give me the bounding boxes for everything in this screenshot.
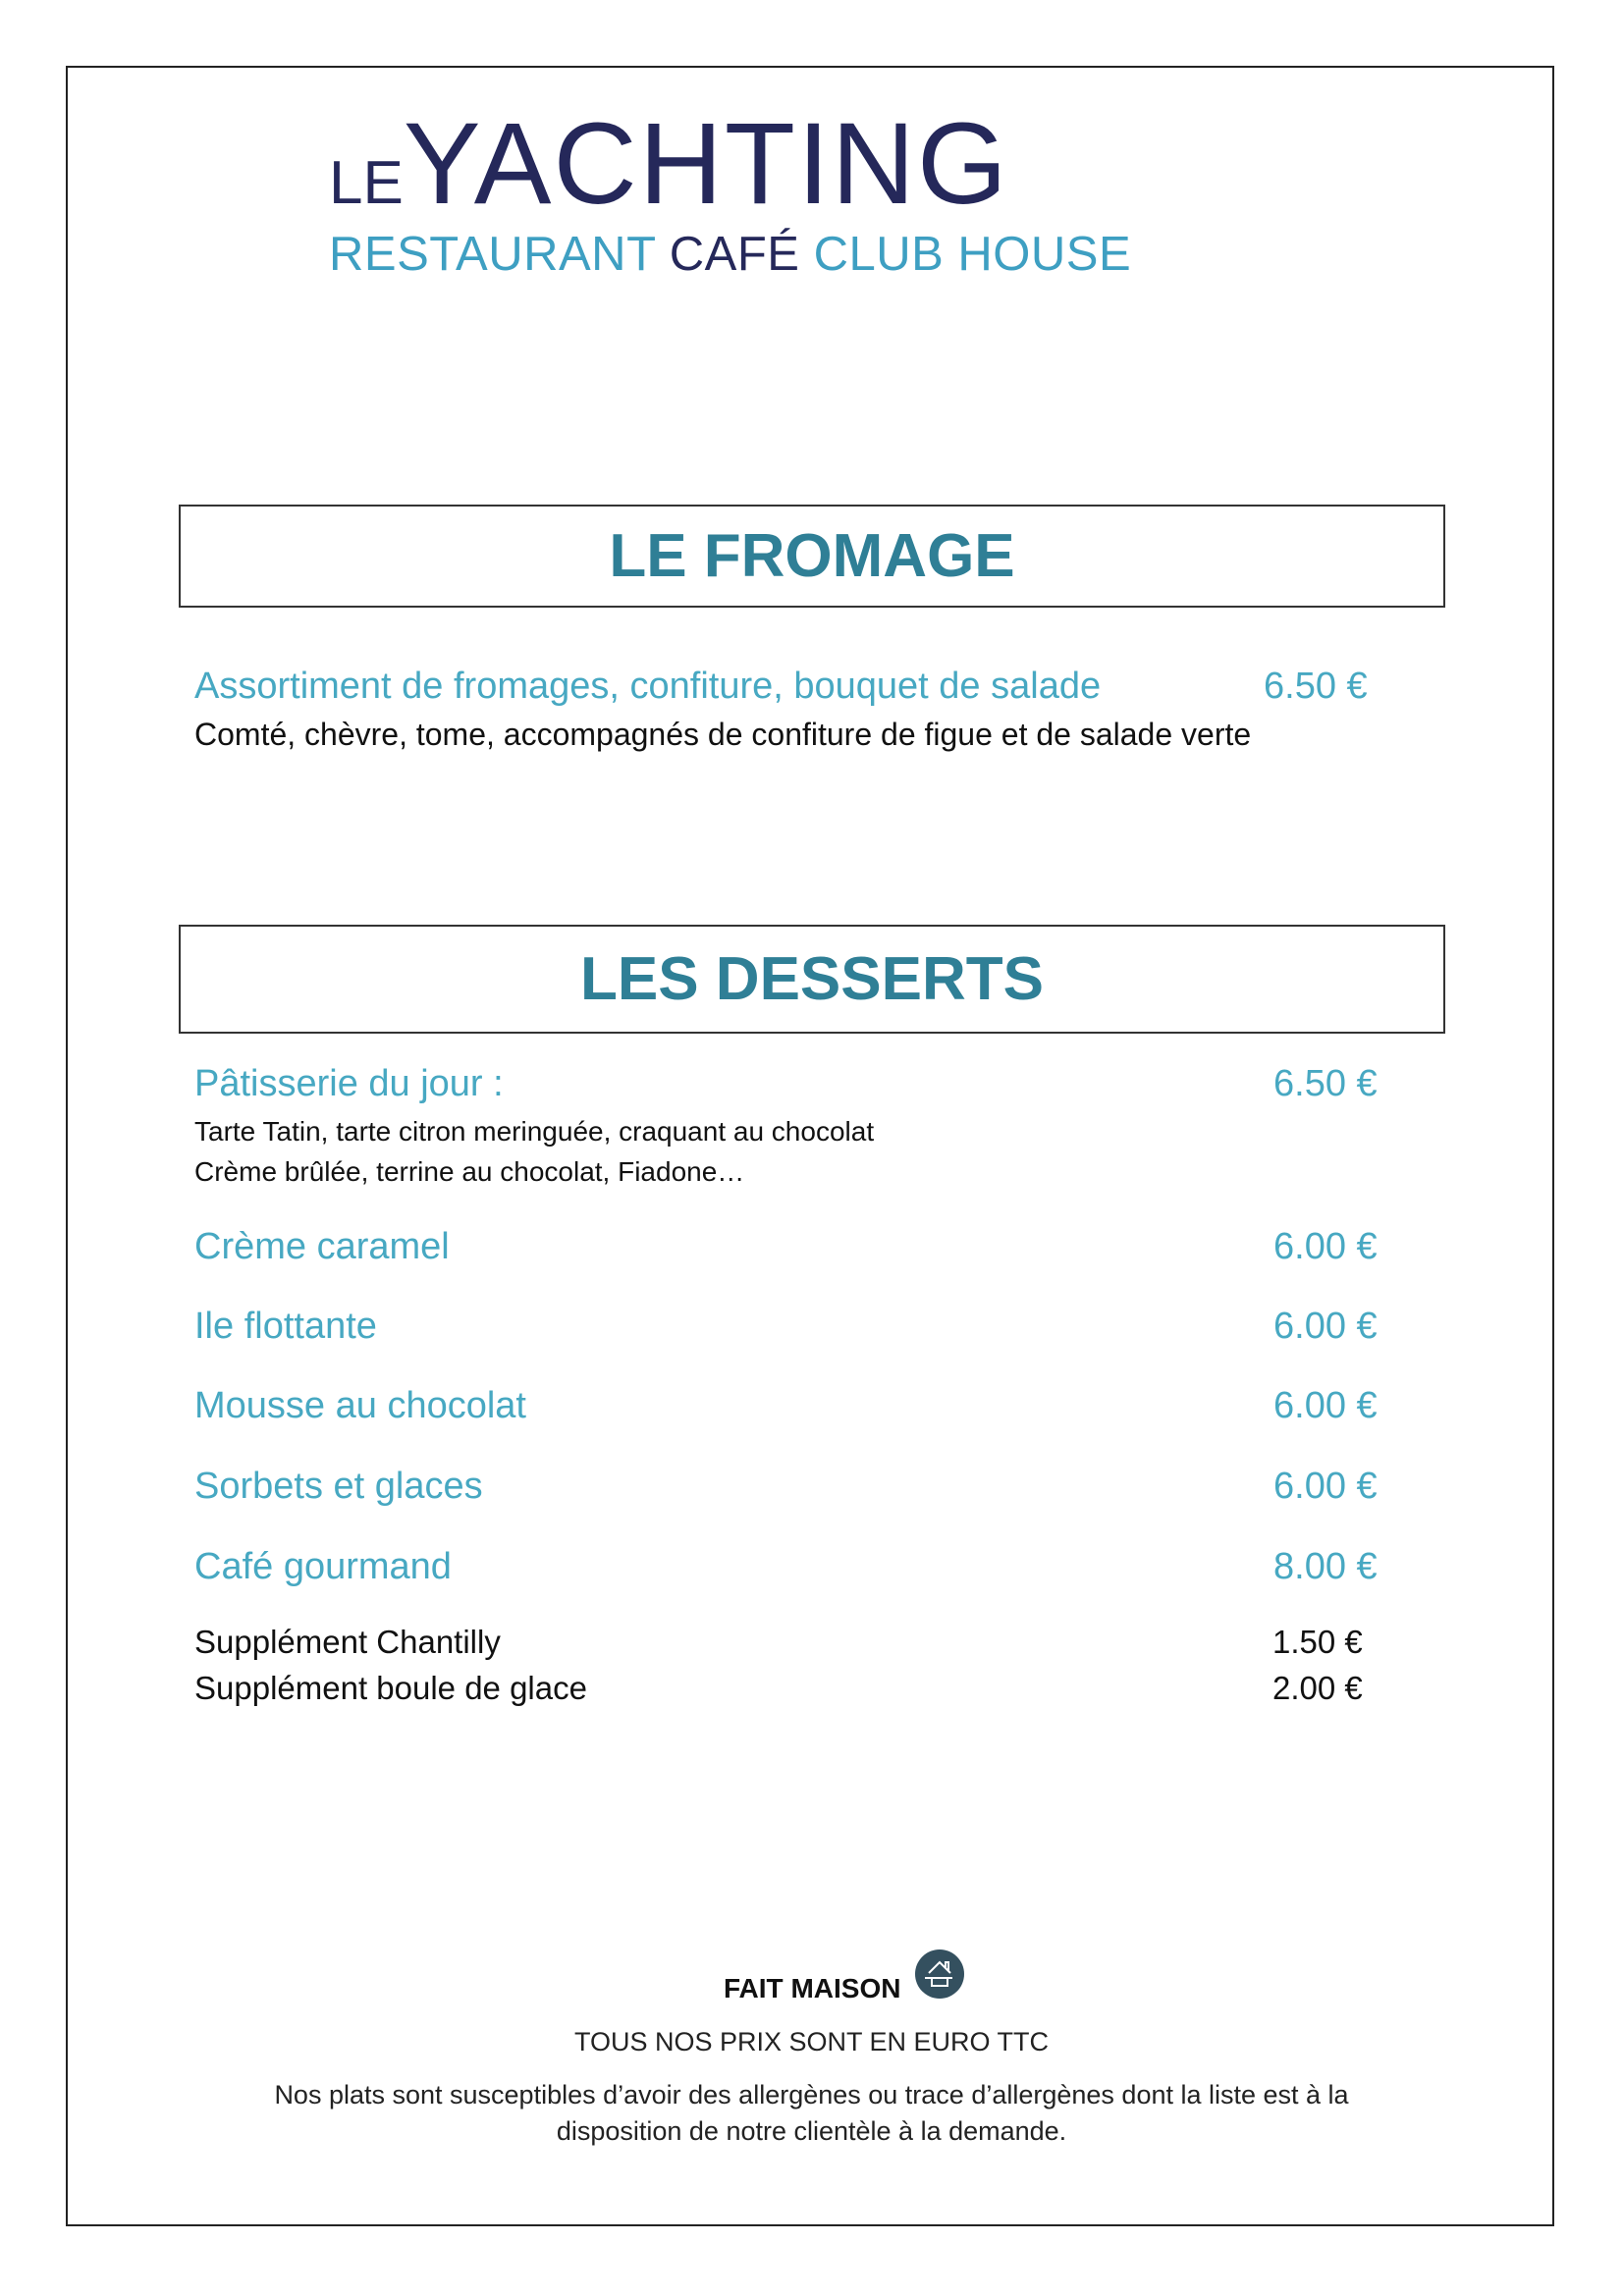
menu-item-price: 6.00 € xyxy=(1273,1466,1378,1507)
menu-item-description: Crème brûlée, terrine au chocolat, Fiadone… xyxy=(194,1156,745,1187)
menu-item-name: Mousse au chocolat xyxy=(194,1385,526,1426)
logo-title: LEYACHTING xyxy=(329,99,1009,229)
fait-maison-house-icon xyxy=(915,1949,964,1999)
menu-item-price: 6.00 € xyxy=(1273,1385,1378,1426)
menu-item-name: Crème caramel xyxy=(194,1226,450,1267)
menu-item-price: 6.00 € xyxy=(1273,1306,1378,1347)
prices-note: TOUS NOS PRIX SONT EN EURO TTC xyxy=(573,2027,1050,2056)
supplement-name: Supplément Chantilly xyxy=(194,1624,501,1660)
section-fromage-header xyxy=(179,505,1445,608)
logo-subtitle: RESTAURANT CAFÉ CLUB HOUSE xyxy=(329,228,1132,281)
menu-item-description: Comté, chèvre, tome, accompagnés de confiture de figue et de salade verte xyxy=(194,717,1252,752)
menu-item-price: 6.50 € xyxy=(1264,666,1368,707)
allergen-note-line2: disposition de notre clientèle à la demande. xyxy=(556,2116,1067,2146)
supplement-price: 2.00 € xyxy=(1272,1670,1363,1706)
menu-item-name: Café gourmand xyxy=(194,1546,452,1587)
section-title: LES DESSERTS xyxy=(580,945,1044,1013)
allergen-note-line1: Nos plats sont susceptibles d’avoir des allergènes ou trace d’allergènes dont la liste est à la xyxy=(274,2080,1349,2109)
fait-maison-label: FAIT MAISON xyxy=(724,1973,901,2003)
supplement-price: 1.50 € xyxy=(1272,1624,1363,1660)
menu-item-name: Pâtisserie du jour : xyxy=(194,1063,504,1104)
menu-item-price: 8.00 € xyxy=(1273,1546,1378,1587)
menu-item-price: 6.50 € xyxy=(1273,1063,1378,1104)
menu-item-name: Assortiment de fromages, confiture, bouquet de salade xyxy=(194,666,1102,707)
menu-item-name: Sorbets et glaces xyxy=(194,1466,483,1507)
menu-item-description: Tarte Tatin, tarte citron meringuée, craquant au chocolat xyxy=(194,1116,875,1147)
menu-item-price: 6.00 € xyxy=(1273,1226,1378,1267)
supplement-name: Supplément boule de glace xyxy=(194,1670,587,1706)
section-desserts-header xyxy=(179,925,1445,1034)
section-title: LE FROMAGE xyxy=(609,522,1015,590)
menu-item-name: Ile flottante xyxy=(194,1306,377,1347)
